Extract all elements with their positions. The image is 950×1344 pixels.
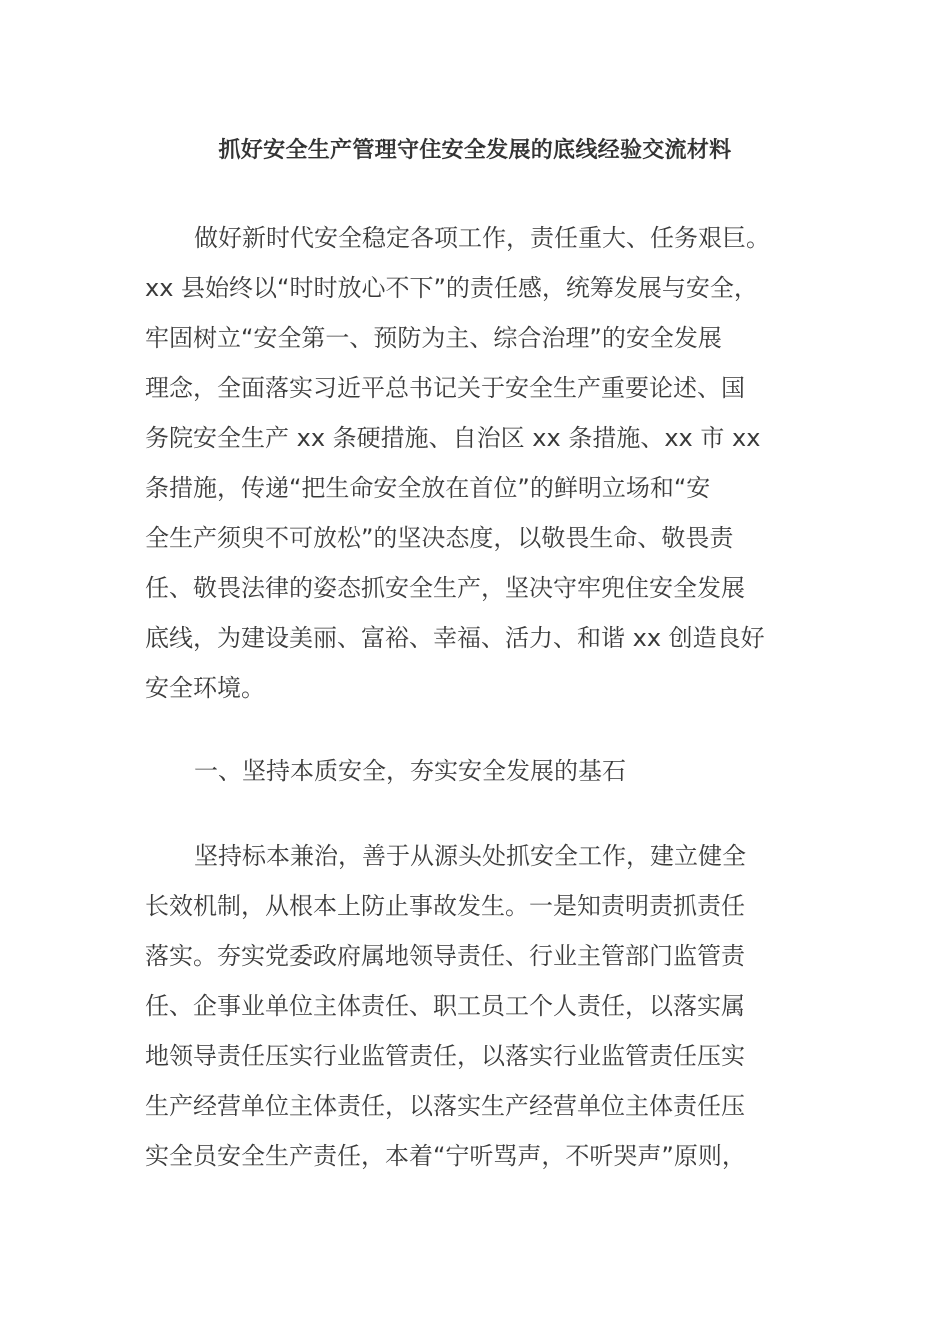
section-heading-text: 一、坚持本质安全，夯实安全发展的基石 [194,757,626,785]
paragraph-line: 牢固树立“安全第一、预防为主、综合治理”的安全发展 [145,324,722,352]
paragraph-line: 做好新时代安全稳定各项工作，责任重大、任务艰巨。 [194,224,770,252]
paragraph-line: 底线，为建设美丽、富裕、幸福、活力、和谐 xx 创造良好 [145,624,765,652]
paragraph-line: 理念，全面落实习近平总书记关于安全生产重要论述、国 [145,374,745,402]
paragraph-line: 地领导责任压实行业监管责任，以落实行业监管责任压实 [145,1042,745,1070]
paragraph-line: 条措施，传递“把生命安全放在首位”的鲜明立场和“安 [145,474,711,502]
paragraph-line: 任、敬畏法律的姿态抓安全生产，坚决守牢兜住安全发展 [145,574,745,602]
paragraph-line: 坚持标本兼治，善于从源头处抓安全工作，建立健全 [194,842,746,870]
intro-paragraph [145,213,810,713]
paragraph-line: 安全环境。 [145,674,265,702]
section-paragraph [145,831,810,1181]
document-title: 抓好安全生产管理守住安全发展的底线经验交流材料 [218,138,732,163]
paragraph-line: 全生产须臾不可放松”的坚决态度，以敬畏生命、敬畏责 [145,524,734,552]
paragraph-line: xx 县始终以“时时放心不下”的责任感，统筹发展与安全， [145,274,758,302]
paragraph-line: 任、企事业单位主体责任、职工员工个人责任，以落实属 [145,992,745,1020]
paragraph-line: 长效机制，从根本上防止事故发生。一是知责明责抓责任 [145,892,745,920]
paragraph-line: 落实。夯实党委政府属地领导责任、行业主管部门监管责 [145,942,745,970]
paragraph-line: 实全员安全生产责任，本着“宁听骂声，不听哭声”原则， [145,1142,746,1170]
paragraph-line: 生产经营单位主体责任，以落实生产经营单位主体责任压 [145,1092,745,1120]
paragraph-line: 务院安全生产 xx 条硬措施、自治区 xx 条措施、xx 市 xx [145,424,761,452]
section-heading [145,746,810,796]
